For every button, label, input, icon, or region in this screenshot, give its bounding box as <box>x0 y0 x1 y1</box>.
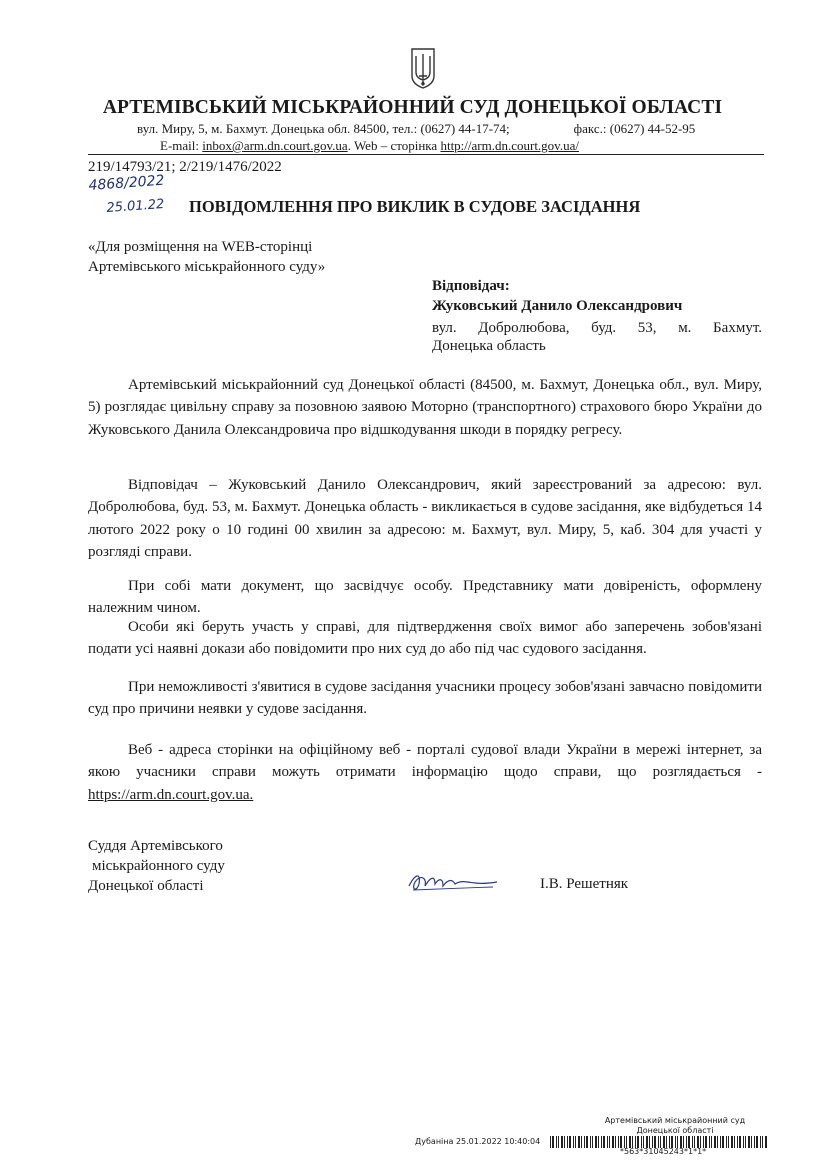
web-note-line2: Артемівського міськрайонного суду» <box>88 259 326 275</box>
respondent-address-line2: Донецька область <box>432 338 546 354</box>
respondent-name: Жуковський Данило Олександрович <box>432 298 683 314</box>
signature-icon <box>405 868 500 896</box>
email-label: E-mail: <box>160 138 203 153</box>
fax: факс.: (0627) 44-52-95 <box>573 121 696 136</box>
paragraph-case: Артемівський міськрайонний суд Донецької області (84500, м. Бахмут, Донецька обл., вул. Миру, 5) розглядає цивільну справу за позовною заявою Моторно (транспортного) страхового бюро України до Жуковського Данила Олександровича про відшкодування шкоди в порядку регресу. <box>88 377 762 438</box>
footer-court-line1: Артемівський міськрайонний суд <box>604 1116 746 1125</box>
judge-title <box>88 836 225 896</box>
footer-stamp: Дубаніна 25.01.2022 10:40:04 <box>415 1137 541 1146</box>
handwritten-reg-number: 4868/2022 <box>88 172 165 194</box>
respondent-address-line1: вул. Добролюбова, буд. 53, м. Бахмут. <box>432 320 762 336</box>
judge-line2: міськрайонного суду <box>92 858 225 874</box>
paragraph-documents: При собі мати документ, що засвідчує особу. Представнику мати довіреність, оформлену належним чином. <box>88 578 762 617</box>
judge-line3: Донецької області <box>88 878 204 894</box>
web-note-line1: «Для розміщення на WEB-сторінці <box>88 239 313 255</box>
paragraph-absence: При неможливості з'явитися в судове засідання учасники процесу зобов'язані завчасно повідомити суд про причини неявки у судове засідання. <box>88 679 762 718</box>
footer-court <box>580 1116 770 1136</box>
case-number: 219/14793/21; 2/219/1476/2022 <box>88 159 282 175</box>
paragraph-evidence: Особи які беруть участь у справі, для підтвердження своїх вимог або заперечень зобов'язані подати усі наявні докази або повідомити про них суд до або під час судового засідання. <box>88 619 762 658</box>
web-label: . Web – сторінка <box>347 138 441 153</box>
judge-line1: Суддя Артемівського <box>88 838 223 854</box>
trident-emblem-icon <box>410 46 436 90</box>
handwritten-date: 25.01.22 <box>106 196 165 216</box>
judge-name: І.В. Решетняк <box>540 876 629 892</box>
paragraph-web-address: Веб - адреса сторінки на офіційному веб - порталі судової влади України в мережі інтернет, за якою учасники справи можуть отримати інформацію щодо справи, що розглядається - https://arm.dn.court.gov.ua. <box>88 742 762 803</box>
email-link[interactable]: inbox@arm.dn.court.gov.ua <box>202 138 348 153</box>
paragraph-summons: Відповідач – Жуковський Данило Олександрович, який зареєстрований за адресою: вул. Добролюбова, буд. 53, м. Бахмут. Донецька область - викликається в судове засідання, яке відбудеться 14 лютого 2022 року о 10 годині 00 хвилин за адресою: м. Бахмут, вул. Миру, 5, каб. 304 для участі у розгляді справи. <box>88 477 762 560</box>
court-address <box>137 121 695 137</box>
portal-link[interactable]: https://arm.dn.court.gov.ua. <box>88 786 254 803</box>
web-placement-note <box>88 237 325 277</box>
court-name: АРТЕМІВСЬКИЙ МІСЬКРАЙОННИЙ СУД ДОНЕЦЬКОЇ ОБЛАСТІ <box>102 97 723 118</box>
court-contacts <box>160 138 579 154</box>
footer-court-line2: Донецької області <box>636 1126 714 1135</box>
respondent-label: Відповідач: <box>432 278 510 294</box>
web-link[interactable]: http://arm.dn.court.gov.ua/ <box>440 138 579 153</box>
address-phone: вул. Миру, 5, м. Бахмут. Донецька обл. 84500, тел.: (0627) 44-17-74; <box>137 121 510 136</box>
document-title: ПОВІДОМЛЕННЯ ПРО ВИКЛИК В СУДОВЕ ЗАСІДАННЯ <box>189 197 641 216</box>
header-divider <box>88 154 764 155</box>
footer-code: *563*31045243*1*1* <box>620 1147 707 1156</box>
